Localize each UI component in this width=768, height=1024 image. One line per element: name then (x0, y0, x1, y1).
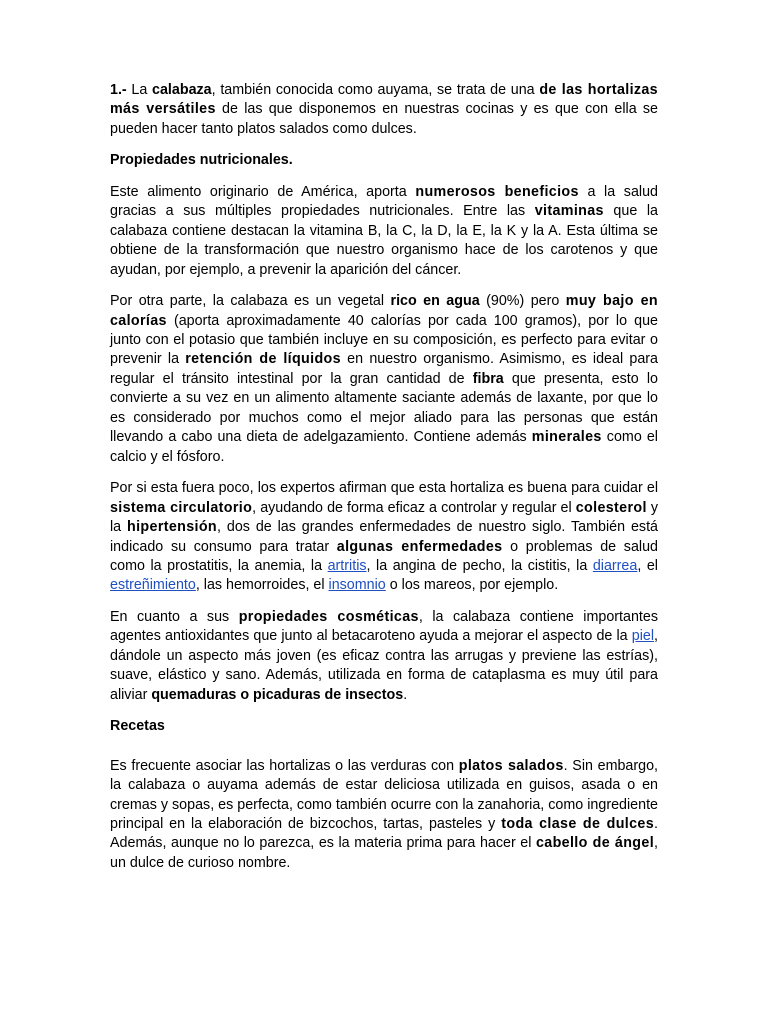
paragraph-cosmetic (110, 608, 658, 705)
text: Por otra parte, la calabaza es un vegetal (110, 293, 391, 310)
bold-text: propiedades cosméticas (238, 608, 419, 625)
bold-text: sistema circulatorio (110, 499, 253, 516)
paragraph-recipes (110, 757, 658, 874)
text: , un dulce de curioso nombre. (110, 835, 658, 871)
paragraph-water-calories (110, 292, 658, 467)
text: . Sin embargo, la calabaza o auyama además de estar deliciosa utilizada en guisos, asada o en cremas y sopas, es perfecta, como también ocurre con la zanahoria, como ingrediente principal en la elaboración de bizcochos, tartas, pasteles y (110, 757, 659, 832)
paragraph-intro (110, 81, 658, 139)
bold-text: fibra (472, 370, 504, 387)
bold-text: calabaza (152, 82, 212, 98)
bold-text: de las hortalizas más versátiles (110, 82, 658, 118)
link-artritis[interactable]: artritis (327, 557, 367, 574)
heading-nutritional-properties: Propiedades nutricionales. (110, 152, 293, 169)
link-diarrea[interactable]: diarrea (592, 557, 638, 574)
text: en nuestro organismo. Asimismo, es ideal para regular el tránsito intestinal por la gran cantidad de (110, 351, 658, 387)
item-number: 1.- (110, 82, 127, 98)
text: que la calabaza contiene destacan la vitamina B, la C, la D, la E, la K y la A. Esta última se obtiene de la transformación que nuestro organismo hace de los carotenos y que ayudan, por ejemplo, a prevenir la aparición del cáncer. (110, 203, 658, 278)
bold-text: colesterol (575, 499, 647, 516)
text: o problemas de salud como la prostatitis, la anemia, la (110, 538, 658, 574)
text: , ayudando de forma eficaz a controlar y regular el (252, 499, 576, 516)
text: . Además, aunque no lo parezca, es la materia prima para hacer el (110, 815, 658, 852)
link-piel[interactable]: piel (631, 628, 655, 645)
text: , el (637, 557, 658, 574)
link-insomnio[interactable]: insomnio (328, 577, 386, 594)
bold-text: cabello de ángel (535, 835, 655, 852)
bold-text: numerosos beneficios (415, 183, 579, 200)
text: como el calcio y el fósforo. (110, 429, 658, 465)
text: , dos de las grandes enfermedades de nuestro siglo. También está indicado su consumo para tratar (110, 519, 658, 555)
text: . (403, 686, 408, 703)
text: (90%) pero (479, 293, 566, 310)
paragraph-circulatory (110, 479, 658, 596)
text: que presenta, esto lo convierte a su vez en un alimento altamente saciante además de laxante, por que lo es considerado por muchos como el mejor aliado para las personas que están llevando a cabo una dieta de adelgazamiento. Contiene además (110, 370, 658, 446)
bold-text: muy bajo en calorías (110, 293, 659, 329)
text: o los mareos, por ejemplo. (385, 577, 559, 594)
text: (aporta aproximadamente 40 calorías por cada 100 gramos), por lo que junto con el potasio que también incluye en su composición, es perfecto para evitar o prevenir la (110, 312, 658, 368)
text: En cuanto a sus (110, 608, 239, 625)
text: Este alimento originario de América, aporta (110, 183, 416, 200)
bold-text: toda clase de dulces (501, 815, 655, 832)
text: Por si esta fuera poco, los expertos afirman que esta hortaliza es buena para cuidar el (110, 480, 658, 497)
document-body (110, 81, 658, 885)
text: , la calabaza contiene importantes agentes antioxidantes que junto al betacaroteno ayuda a mejorar el aspecto de la (110, 608, 658, 645)
heading-recipes: Recetas (110, 718, 165, 735)
text: y la (110, 499, 658, 536)
bold-text: hipertensión (127, 519, 218, 536)
bold-text: algunas enfermedades (336, 538, 503, 555)
text: Es frecuente asociar las hortalizas o las verduras con (110, 757, 459, 774)
bold-text: quemaduras o picaduras de insectos (151, 686, 404, 703)
text: de las que disponemos en nuestras cocinas y es que con ella se pueden hacer tanto platos salados como dulces. (110, 101, 659, 137)
link-estrenimiento[interactable]: estreñimiento (110, 577, 196, 594)
text: , dándole un aspecto más joven (es eficaz contra las arrugas y previene las estrías), suave, elástico y sano. Además, utilizada en forma de cataplasma es muy útil para aliviar (110, 628, 658, 703)
paragraph-benefits (110, 183, 658, 280)
text: , la angina de pecho, la cistitis, la (366, 557, 593, 574)
bold-text: rico en agua (390, 293, 480, 310)
bold-text: vitaminas (534, 203, 604, 220)
text: La (126, 82, 153, 98)
text: , las hemorroides, el (195, 577, 329, 594)
bold-text: minerales (531, 429, 602, 446)
text: , también conocida como auyama, se trata de una (211, 82, 540, 98)
bold-text: retención de líquidos (185, 351, 341, 368)
text: a la salud gracias a sus múltiples propiedades nutricionales. Entre las (110, 183, 658, 220)
bold-text: platos salados (458, 757, 564, 774)
